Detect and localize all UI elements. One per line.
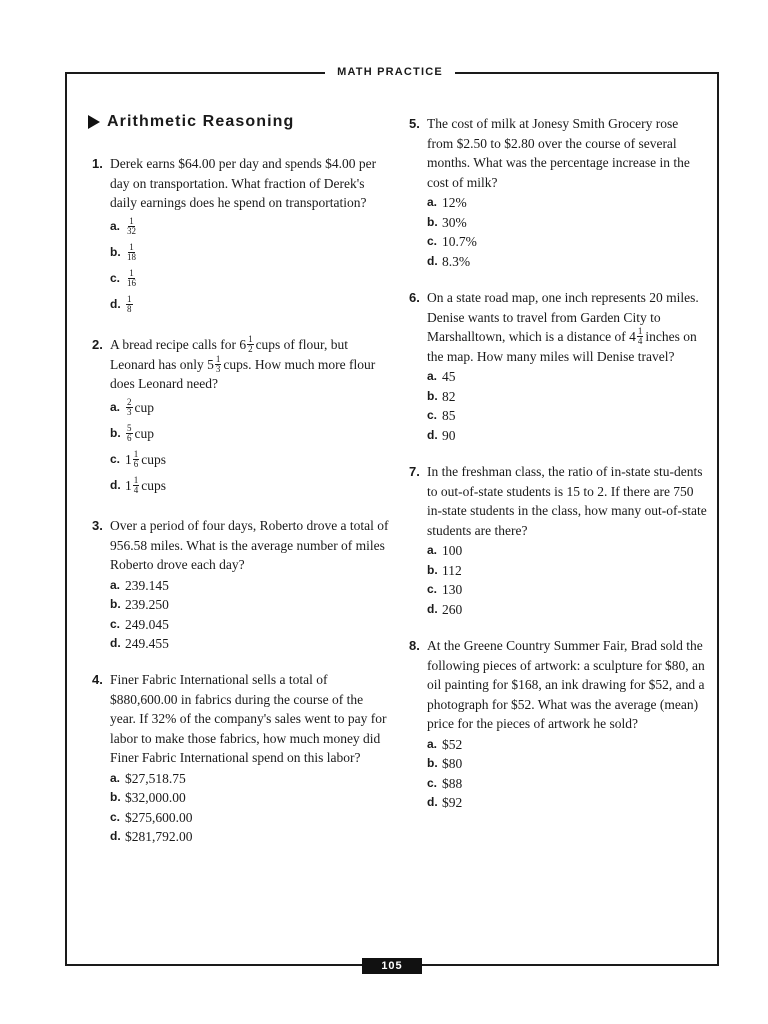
denominator: 4	[133, 485, 139, 495]
option-text: $27,518.75	[125, 770, 186, 786]
fraction	[247, 335, 254, 354]
option-text: 249.045	[125, 616, 169, 632]
question-number: 6.	[409, 290, 420, 305]
question-stem: In the freshman class, the ratio of in-state stu-dents to out-of-state students is 15 to 2. If there are 750 in-state students in the class, how many out-of-state students are there?	[427, 464, 707, 538]
question-8	[409, 636, 707, 813]
option-b[interactable]	[110, 240, 390, 266]
option-label: a.	[110, 577, 121, 592]
option-text: 130	[442, 582, 463, 597]
question-stem: Finer Fabric International sells a total of $880,600.00 in fabrics during the course of the year. If 32% of the company's sales went to pay for labor to make those fabrics, how much money did Finer Fabric International spend on this labor?	[110, 672, 387, 765]
question-number: 3.	[92, 518, 103, 533]
options-list	[427, 193, 707, 271]
option-d[interactable]	[427, 600, 707, 620]
denominator: 3	[127, 407, 132, 417]
fraction	[133, 450, 140, 469]
option-label: d.	[427, 427, 438, 442]
question-number: 2.	[92, 337, 103, 352]
question-stem: The cost of milk at Jonesy Smith Grocery rose from $2.50 to $2.80 over the course of several months. What was the percentage increase in the cost of milk?	[427, 116, 690, 190]
numerator: 2	[127, 397, 132, 407]
whole-number: 1	[125, 451, 132, 467]
option-label: c.	[427, 234, 438, 248]
question-stem: At the Greene Country Summer Fair, Brad sold the following pieces of artwork: a sculpture for $80, an oil painting for $168, an ink drawing for $52, and a photograph for $52. What was the average (mean) price for the pieces of artwork he sold?	[427, 638, 705, 731]
numerator: 1	[215, 353, 221, 364]
option-a[interactable]	[427, 193, 707, 213]
option-label: b.	[110, 790, 121, 804]
option-text: 30%	[442, 214, 467, 230]
fraction	[126, 243, 137, 262]
option-d[interactable]	[427, 252, 707, 272]
fraction	[133, 476, 140, 495]
fraction	[637, 327, 644, 346]
denominator: 32	[127, 226, 136, 236]
option-text: $80	[442, 756, 463, 771]
section-heading	[88, 113, 294, 131]
option-c[interactable]	[427, 232, 707, 252]
fraction	[126, 295, 133, 314]
option-label: d.	[110, 296, 121, 311]
option-text: 90	[442, 427, 456, 443]
denominator: 6	[127, 433, 132, 443]
option-label: c.	[427, 408, 438, 422]
question-3	[92, 516, 390, 654]
whole-number: 6	[239, 337, 247, 352]
option-label: d.	[110, 636, 121, 650]
numerator: 1	[129, 268, 134, 278]
question-stem: Derek earns $64.00 per day and spends $4.00 per day on transportation. What fraction of Derek's daily earnings does he spend on transportation?	[110, 156, 377, 210]
unit-text: cup	[134, 425, 154, 441]
option-c[interactable]	[110, 447, 390, 473]
stem-text: On a state road map, one inch represents 20 miles. Denise wants to travel from Garden City to Marshalltown, which is a distance of	[427, 290, 699, 344]
stem-text: inches on the map. How many miles will Denise travel?	[427, 329, 697, 364]
fraction	[126, 424, 133, 443]
options-list	[110, 395, 390, 499]
option-label: c.	[427, 775, 438, 790]
denominator: 4	[637, 336, 643, 347]
option-label: b.	[110, 597, 121, 611]
option-text: 260	[442, 601, 463, 617]
fraction	[126, 269, 137, 288]
option-label: c.	[110, 270, 121, 285]
numerator: 1	[129, 242, 134, 252]
option-text: 82	[442, 388, 456, 404]
option-text: 45	[442, 369, 456, 384]
option-text: $92	[442, 795, 463, 810]
question-stem	[110, 335, 390, 394]
option-b[interactable]	[110, 788, 390, 808]
option-b[interactable]	[427, 213, 707, 233]
option-d[interactable]	[427, 426, 707, 446]
option-text: 249.455	[125, 636, 169, 651]
options-list	[427, 735, 707, 813]
page-number: 105	[362, 958, 422, 974]
option-label: a.	[110, 218, 121, 233]
question-number: 8.	[409, 638, 420, 653]
option-label: b.	[427, 562, 438, 577]
option-label: a.	[427, 736, 438, 751]
option-a[interactable]	[110, 395, 390, 421]
option-b[interactable]	[427, 561, 707, 581]
question-number: 5.	[409, 116, 420, 131]
option-text: $281,792.00	[125, 829, 193, 844]
mixed-number	[629, 327, 645, 347]
option-c[interactable]	[110, 266, 390, 292]
question-5	[409, 114, 707, 271]
numerator: 1	[133, 475, 139, 485]
question-4	[92, 670, 390, 847]
unit-text: cups	[141, 451, 166, 467]
option-b[interactable]	[110, 421, 390, 447]
question-6	[409, 288, 707, 445]
option-b[interactable]	[427, 387, 707, 407]
stem-text: cups of flour, but Leonard has only	[110, 337, 349, 372]
fraction	[126, 217, 137, 236]
option-a[interactable]	[427, 541, 707, 561]
option-c[interactable]	[427, 774, 707, 794]
option-d[interactable]	[110, 473, 390, 499]
option-label: a.	[427, 543, 438, 557]
option-label: b.	[110, 425, 121, 440]
option-text: 239.250	[125, 597, 169, 612]
option-label: b.	[110, 244, 121, 259]
option-a[interactable]	[427, 735, 707, 755]
options-list	[110, 769, 390, 847]
question-7	[409, 462, 707, 619]
option-label: a.	[427, 369, 438, 383]
numerator: 5	[127, 423, 132, 433]
option-text: $88	[442, 775, 463, 791]
numerator: 1	[637, 326, 643, 337]
section-title: Arithmetic Reasoning	[107, 113, 295, 130]
option-label: d.	[110, 477, 121, 492]
question-number: 7.	[409, 464, 420, 479]
option-d[interactable]	[110, 292, 390, 318]
options-list	[427, 367, 707, 445]
question-1	[92, 154, 390, 318]
question-number: 4.	[92, 672, 103, 687]
option-label: b.	[427, 756, 438, 770]
option-d[interactable]	[110, 634, 390, 654]
option-label: b.	[427, 214, 438, 229]
option-label: d.	[110, 829, 121, 843]
option-text: $275,600.00	[125, 809, 193, 825]
denominator: 16	[127, 278, 136, 288]
denominator: 18	[127, 252, 136, 262]
option-a[interactable]	[110, 769, 390, 789]
option-label: c.	[427, 582, 438, 596]
denominator: 2	[248, 344, 253, 355]
option-a[interactable]	[427, 367, 707, 387]
denominator: 8	[127, 304, 132, 314]
unit-text: cups	[141, 477, 166, 493]
option-d[interactable]	[110, 827, 390, 847]
option-text: $52	[442, 736, 463, 752]
fraction	[126, 398, 133, 417]
option-text: 85	[442, 408, 456, 423]
option-text: 8.3%	[442, 253, 471, 269]
options-list	[110, 214, 390, 318]
denominator: 6	[133, 459, 139, 469]
option-c[interactable]	[427, 406, 707, 426]
mixed-number	[239, 335, 255, 355]
option-text: 10.7%	[442, 234, 477, 249]
numerator: 1	[133, 449, 139, 459]
mixed-number	[207, 355, 223, 375]
options-list	[427, 541, 707, 619]
option-text: 100	[442, 543, 463, 558]
option-label: d.	[427, 795, 438, 809]
stem-text: cups. How much more flour does Leonard need?	[110, 356, 376, 391]
option-c[interactable]	[110, 615, 390, 635]
option-label: c.	[110, 616, 121, 631]
triangle-bullet-icon	[88, 115, 100, 129]
question-number: 1.	[92, 156, 103, 171]
stem-text: A bread recipe calls for	[110, 337, 240, 352]
option-b[interactable]	[110, 595, 390, 615]
option-label: a.	[427, 195, 438, 209]
option-label: c.	[110, 451, 121, 466]
whole-number: 5	[207, 356, 214, 372]
option-label: b.	[427, 388, 438, 403]
whole-number: 1	[125, 477, 132, 493]
option-label: d.	[427, 601, 438, 616]
numerator: 1	[129, 216, 134, 226]
option-a[interactable]	[110, 576, 390, 596]
option-a[interactable]	[110, 214, 390, 240]
option-label: a.	[110, 770, 121, 785]
option-text: $32,000.00	[125, 790, 186, 805]
option-c[interactable]	[427, 580, 707, 600]
option-b[interactable]	[427, 754, 707, 774]
fraction	[215, 355, 222, 374]
whole-number: 4	[629, 329, 636, 344]
question-stem	[427, 288, 707, 366]
unit-text: cup	[134, 399, 154, 415]
option-label: d.	[427, 253, 438, 268]
option-label: a.	[110, 399, 121, 414]
question-stem: Over a period of four days, Roberto drove a total of 956.58 miles. What is the average number of miles Roberto drove each day?	[110, 518, 389, 572]
option-text: 239.145	[125, 577, 169, 593]
header-title: MATH PRACTICE	[325, 63, 455, 81]
options-list	[110, 576, 390, 654]
numerator: 1	[127, 294, 132, 304]
denominator: 3	[215, 363, 221, 374]
question-2	[92, 334, 390, 499]
numerator: 1	[248, 334, 253, 345]
option-label: c.	[110, 809, 121, 824]
option-text: 112	[442, 562, 462, 578]
option-text: 12%	[442, 195, 467, 210]
option-c[interactable]	[110, 808, 390, 828]
option-d[interactable]	[427, 793, 707, 813]
